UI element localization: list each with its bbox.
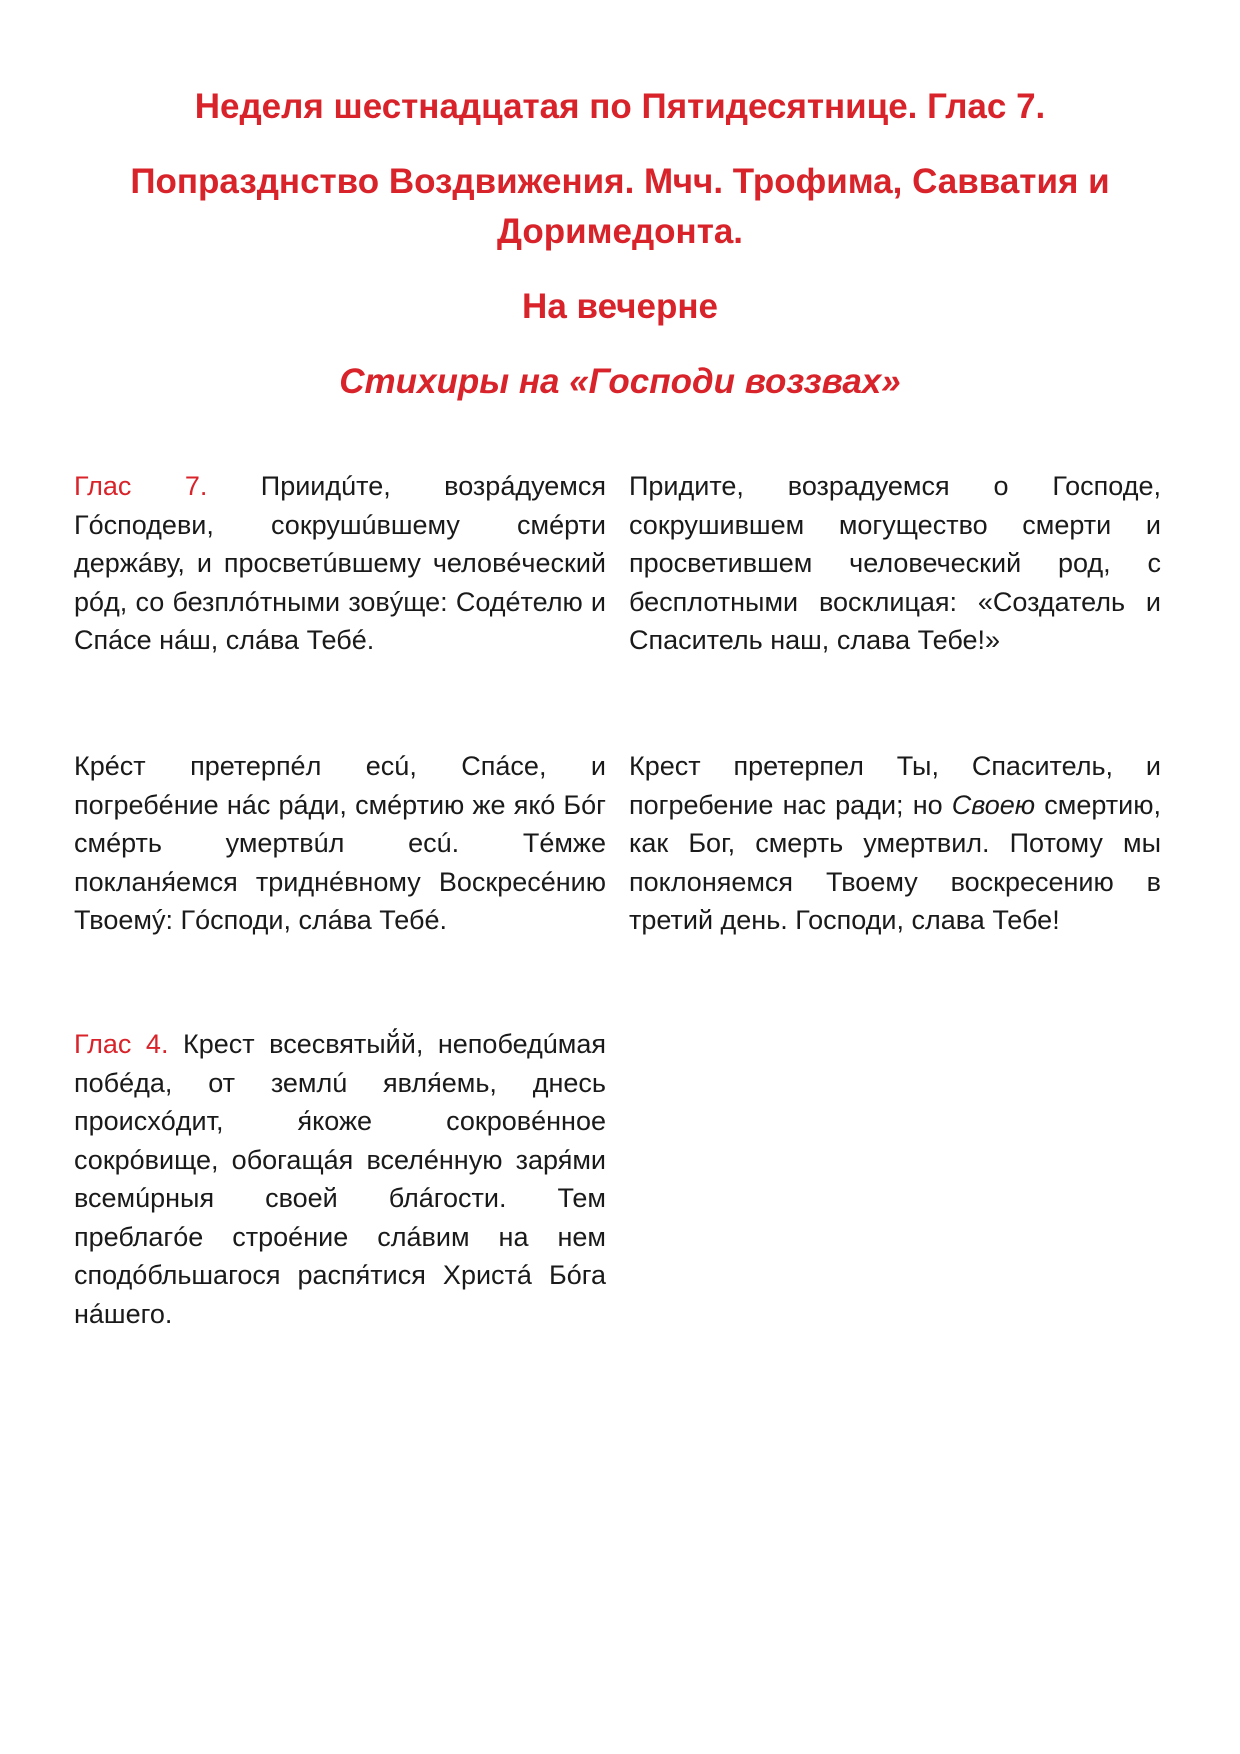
slavonic-text: Крéст претерпéл есú, Спáсе, и погребéние нáс рáди, смéртию же якó Бóг смéрть умертвúл есú. Тéмже покланя́емся тридне́вному Воскресéнию Твоемý: Гóсподи, слáва Тебé. — [74, 751, 606, 935]
sticheron-1-slavonic — [74, 467, 606, 660]
service-heading: На вечерне — [522, 287, 718, 326]
russian-text-part: смертию, как Бог, смерть умертвил. Потому мы поклоняемся Твоему воскресению в третий день. Господи, слава Тебе! — [629, 789, 1161, 935]
sticheron-1-russian — [629, 467, 1161, 660]
slavonic-text: Крест всесвятый́й, непобедúмая побéда, от землú явля́емь, днесь происхóдит, я́коже сокровéнное сокрóвище, обогащáя вселéнную заря́ми всемúрныя своей блáгости. Тем преблагóе строéние слáвим на нем сподóбльшагося распя́тися Христá Бóга нáшего. — [74, 1029, 606, 1329]
tone-label: Глас 4. — [74, 1029, 169, 1059]
slavonic-text: Приидúте, возрáдуемся Гóсподеви, сокрушúвшему смéрти держáву, и просветúвшему человéческий рóд, со безплóтными зовýще: Содéтелю и Спáсе нáш, слáва Тебé. — [74, 471, 606, 655]
feast-subtitle: Попразднство Воздвижения. Мчч. Трофима, Савватия и Доримедонта. — [130, 162, 1110, 251]
russian-text-emphasis: Своею — [951, 789, 1036, 820]
sticheron-2-russian — [629, 747, 1161, 940]
sticheron-2-slavonic — [74, 747, 606, 940]
page-title: Неделя шестнадцатая по Пятидесятнице. Глас 7. — [194, 87, 1046, 126]
russian-text-part: Крест претерпел Ты, Спаситель, и погребение нас ради; но — [629, 751, 1161, 820]
russian-text: Придите, возрадуемся о Господе, сокрушившем могущество смерти и просветившем человеческий род, с бесплотными восклицая: «Создатель и Спаситель наш, слава Тебе!» — [629, 471, 1161, 655]
sticheron-3-slavonic — [74, 1025, 606, 1333]
section-heading: Стихиры на «Господи воззвах» — [339, 362, 901, 401]
tone-label: Глас 7. — [74, 471, 208, 501]
